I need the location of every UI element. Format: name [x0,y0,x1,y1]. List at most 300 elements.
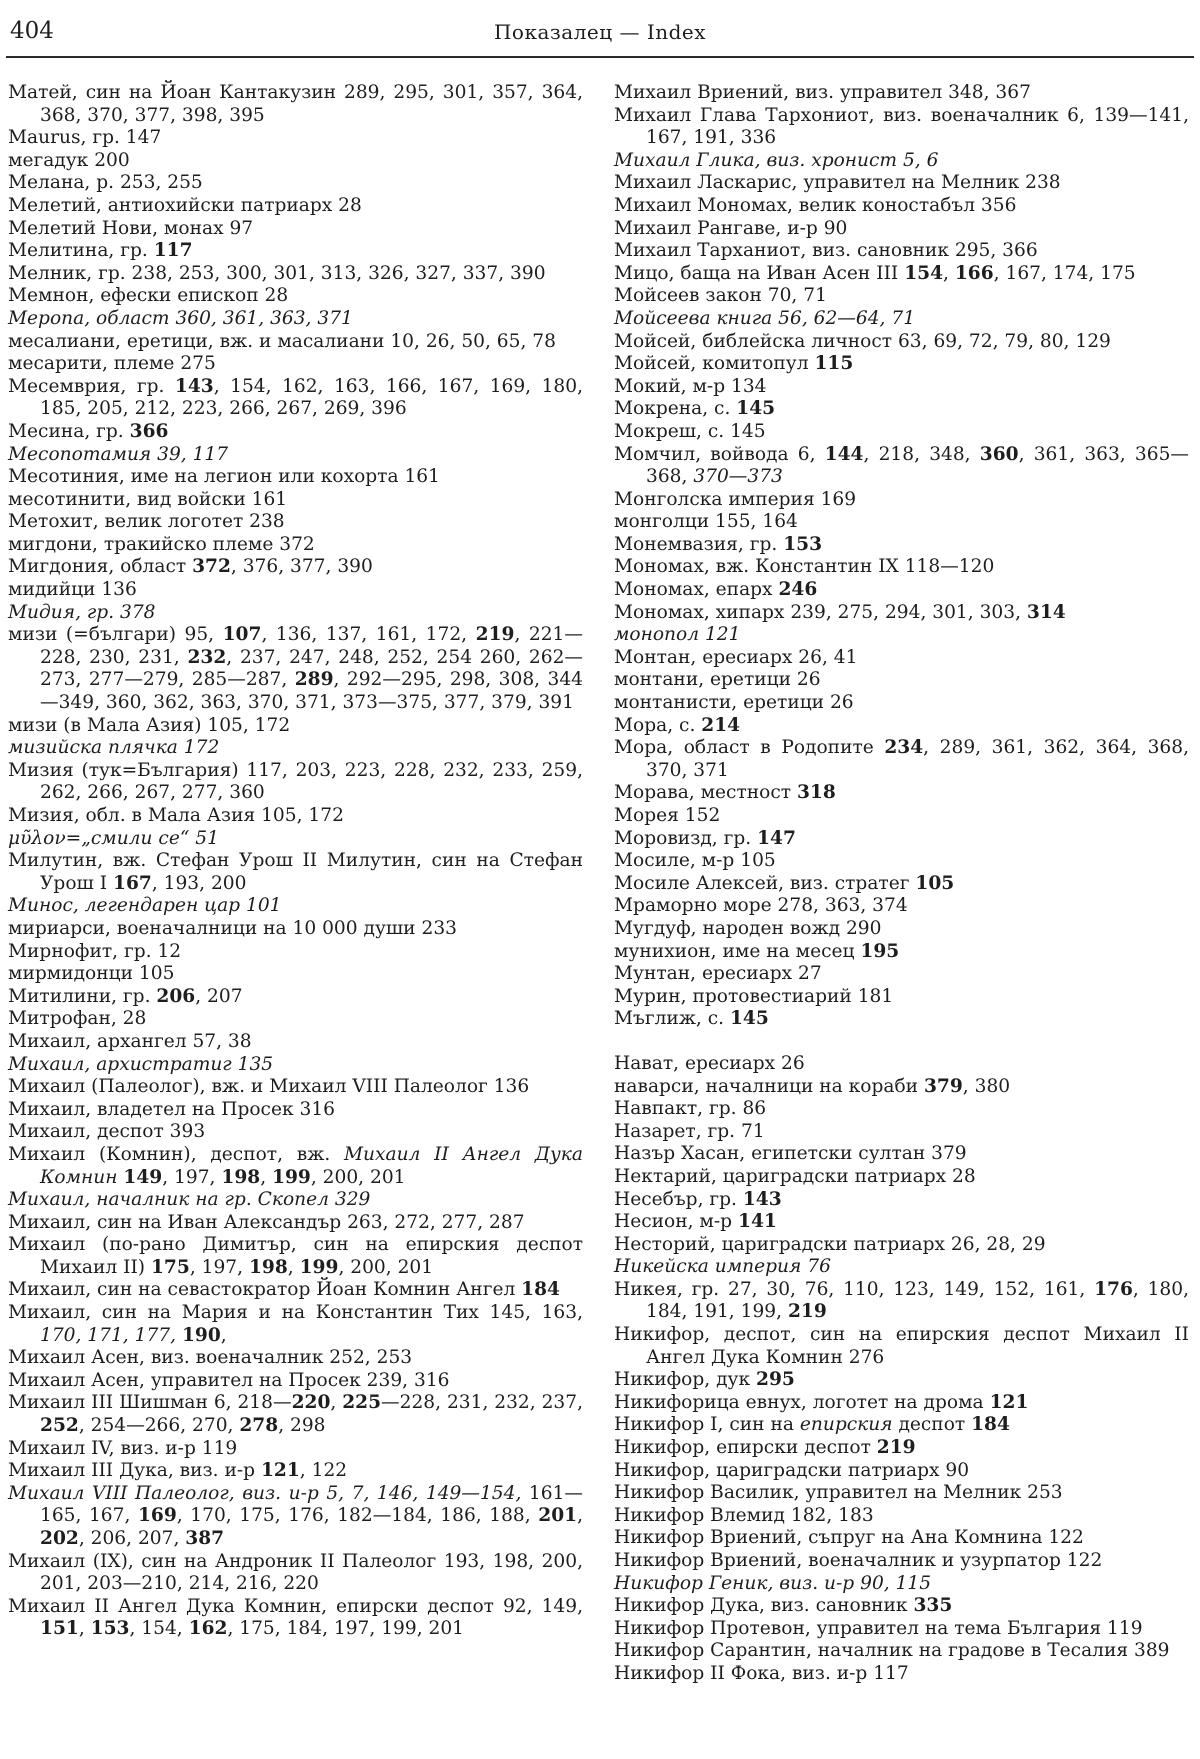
index-entry [8,1483,583,1551]
page-ref-bold: 151 [40,1618,79,1640]
index-column-right [614,82,1189,1686]
entry-text: Метохит, велик логотет 238 [8,511,285,533]
entry-text: Никифор II Фока, виз. и-р 117 [614,1662,909,1684]
entry-text: мизи (=българи) 95, [8,624,223,646]
entry-text-italic: Никейска империя 76 [614,1256,831,1278]
entry-text: Мономах, хипарх 239, 275, 294, 301, 303, [614,601,1027,623]
index-entry [8,353,583,376]
entry-text: Милутин, вж. Стефан Урош II Милутин, син на Стефан Урош I [8,850,583,894]
page-ref-bold: 145 [736,398,776,420]
index-column-left [8,82,583,1641]
index-entry [8,1144,583,1189]
index-entry [614,195,1189,218]
entry-text-italic: Мойсеева книга 56, 62—64, 71 [614,307,916,329]
page-ref-bold: 278 [239,1415,279,1437]
index-entry [614,534,1189,557]
entry-text: Месемврия, гр. [8,375,175,397]
page-ref-bold: 202 [40,1528,79,1549]
index-entry [614,1189,1189,1212]
index-entry [614,172,1189,195]
entry-text: Михаил (по-рано Димитър, син на епирския деспот Михаил II) [8,1234,583,1278]
entry-text: Никифор Протевон, управител на тема България 119 [614,1617,1143,1639]
index-entry [8,715,583,738]
index-entry [614,1053,1189,1076]
page-ref-bold: 295 [756,1369,795,1391]
index-entry [8,1076,583,1099]
entry-text: Мономах, епарх [614,579,779,601]
entry-text: Мосиле Алексей, виз. стратег [614,872,916,894]
entry-text: Мелетий, антиохийски патриарх 28 [8,194,362,216]
index-entry [8,263,583,286]
entry-text: , 292—295, 298, 308, 344—349, 360, 362, 363, 370, 371, 373—375, 377, 379, 391 [40,669,583,714]
index-entry [614,1414,1189,1437]
index-entry [614,1618,1189,1641]
entry-text: , 221—228, 230, 231, [40,624,583,668]
page-ref-bold: 154 [904,262,944,284]
page-ref-bold: 169 [137,1505,177,1527]
entry-text: Мелник, гр. 238, 253, 300, 301, 313, 326, 327, 337, 390 [8,262,546,284]
entry-text: Михаил III Шишман 6, 218— [8,1392,292,1414]
index-entry [8,1121,583,1144]
entry-text: Михаил II Ангел Дука Комнин, епирски деспот 92, 149, [8,1595,583,1617]
entry-text: , 180, 184, 191, 199, [646,1278,1189,1323]
entry-text: Мраморно море 278, 363, 374 [614,895,908,917]
page-ref-bold: 387 [185,1528,225,1549]
index-entry [8,1347,583,1370]
index-entry [8,579,583,602]
index-entry [614,1460,1189,1483]
page-ref-bold: 166 [954,262,994,284]
page-ref-bold: 153 [783,533,823,555]
index-entry [614,782,1189,805]
page-ref-bold: 190 [181,1324,221,1346]
index-entry [614,941,1189,964]
entry-text: Никифор, цариградски патриарх 90 [614,1459,970,1481]
entry-text: Михаил Асен, управител на Просек 239, 316 [8,1369,450,1391]
page-ref-bold: 121 [260,1460,300,1482]
entry-text: Месотиния, име на легион или кохорта 161 [8,466,440,488]
index-entry [8,1438,583,1461]
page-ref-bold: 232 [187,646,227,668]
index-entry [8,82,583,127]
page-ref-bold: 246 [778,579,818,601]
entry-text: месарити, племе 275 [8,353,216,375]
index-entry [614,82,1189,105]
entry-text: , 207 [195,985,243,1007]
index-entry [614,1595,1189,1618]
page-ref-bold: 115 [814,353,854,375]
page-ref-bold: 121 [989,1391,1029,1413]
page-ref-bold: 219 [475,624,515,646]
entry-text: Навпакт, гр. 86 [614,1098,767,1120]
entry-text: , 200, 201 [310,1166,406,1188]
entry-text: Никифор Вриений, съпруг на Ана Комнина 122 [614,1527,1084,1549]
index-entry [614,1482,1189,1505]
entry-text: Мунтан, ересиарх 27 [614,963,822,985]
page-ref-bold: 149 [123,1166,163,1188]
index-entry [614,1573,1189,1596]
entry-text: Михаил Мономах, велик коностабъл 356 [614,194,1017,216]
entry-text: Монемвазия, гр. [614,533,784,555]
index-entry [8,331,583,354]
index-entry [8,1212,583,1235]
entry-text: Никифор I, син на [614,1414,800,1436]
entry-text-italic: Месопотамия 39, 117 [8,443,229,465]
entry-text: Мойсей, библейска личност 63, 69, 72, 79, 80, 129 [614,330,1111,352]
page-ref-bold: 167 [113,872,152,894]
entry-text: Мемнон, ефески епископ 28 [8,285,289,307]
page-ref-bold: 201 [538,1505,578,1527]
entry-text: , 298 [278,1415,326,1437]
entry-text: мунихион, име на месец [614,940,861,962]
index-entry [8,172,583,195]
entry-text: —228, 231, 232, 237, [381,1392,583,1414]
index-entry [614,1211,1189,1234]
index-entry [8,218,583,241]
index-entry [8,421,583,444]
index-entry [614,692,1189,715]
entry-text: Морея 152 [614,805,721,826]
entry-text: , 193, 200 [151,872,247,894]
entry-text-italic: Никифор Геник, виз. и-р 90, 115 [614,1572,932,1594]
entry-text: Митрофан, 28 [8,1008,147,1030]
page-ref-bold: 220 [291,1392,331,1414]
entry-text: Назър Хасан, египетски султан 379 [614,1143,967,1165]
entry-text: Мора, област в Родопите [614,737,885,759]
index-entry [614,715,1189,738]
index-entry [614,895,1189,918]
page-ref-bold: 147 [757,827,796,849]
entry-text: , 197, [189,1256,249,1278]
entry-text-italic: Михаил, началник на гр. Скопел 329 [8,1189,371,1211]
index-entry [8,918,583,941]
entry-text: , [220,1324,227,1346]
index-entry [8,1370,583,1393]
entry-text: Михаил, син на Иван Александър 263, 272, 277, 287 [8,1211,525,1233]
index-entry [614,647,1189,670]
index-entry [614,850,1189,873]
header-rule [6,56,1194,58]
entry-text: Никифор Вриений, военачалник и узурпатор 122 [614,1550,1103,1571]
page-ref-bold: 184 [521,1279,560,1301]
entry-text: Михаил IV, виз. и-р 119 [8,1437,238,1459]
entry-text: монтани, еретици 26 [614,669,821,691]
index-entry [8,556,583,579]
entry-text: Михаил (Комнин), деспот, вж. [8,1143,344,1165]
entry-text: Мокий, м-р 134 [614,375,767,397]
index-entry [8,1008,583,1031]
entry-text: Митилини, гр. [8,985,157,1007]
entry-text: Мизия (тук=България) 117, 203, 223, 228, 232, 233, 259, 262, 266, 267, 277, 360 [8,759,583,804]
page-ref-bold: 360 [979,443,1019,465]
page-header [6,18,1194,54]
index-entry [8,805,583,828]
entry-text: , 175, 184, 197, 199, 201 [227,1618,465,1640]
index-entry [614,444,1189,489]
page-ref-bold: 366 [129,420,169,442]
index-entry [8,466,583,489]
index-entry [8,1031,583,1054]
entry-text: Михаил, син на Мария и на Константин Тих 145, 163, [8,1302,583,1324]
page-number: 404 [10,18,54,44]
index-entry [8,240,583,263]
page-ref-bold: 214 [701,714,741,736]
entry-text: Мугдуф, народен вожд 290 [614,917,882,939]
page-ref-bold: 153 [90,1618,130,1640]
page-ref-bold: 252 [40,1415,79,1437]
index-entry [614,1256,1189,1279]
index-entry [614,805,1189,828]
entry-text: , 197, [162,1166,222,1188]
index-entry [614,1166,1189,1189]
entry-text: Мигдония, област [8,556,193,578]
entry-text: Монтан, ересиарх 26, 41 [614,646,858,668]
index-entry [614,1279,1189,1324]
entry-text: Михаил, владетел на Просек 316 [8,1098,335,1120]
index-entry [614,421,1189,444]
index-entry [614,828,1189,851]
index-entry [8,150,583,173]
entry-text: , 361, 363, 365—368, [646,443,1189,488]
entry-text: Несторий, цариградски патриарх 26, 28, 29 [614,1233,1046,1255]
page-ref-bold: 143 [174,375,214,397]
index-entry [8,941,583,964]
index-entry [614,1143,1189,1166]
entry-text: Maurus, гр. 147 [8,127,162,149]
index-entry [614,963,1189,986]
page-ref-bold: 117 [153,240,193,262]
page-ref-bold: 107 [222,624,262,646]
index-entry [8,737,583,760]
index-entry [614,602,1189,625]
entry-text: , 254—266, 270, [78,1415,240,1437]
entry-text: Михаил, архангел 57, 38 [8,1030,252,1052]
index-entry [614,669,1189,692]
entry-text: Мелана, р. 253, 255 [8,172,203,194]
index-entry [614,1076,1189,1099]
entry-text: Морава, местност [614,782,797,804]
index-entry [8,534,583,557]
index-entry [614,1437,1189,1460]
entry-text: мизи (в Мала Азия) 105, 172 [8,714,291,736]
entry-text: Мелетий Нови, монах 97 [8,217,254,239]
page-ref-bold: 199 [272,1166,311,1188]
entry-text: Михаил (Палеолог), вж. и Михаил VIII Палеолог 136 [8,1076,530,1098]
index-entry [614,398,1189,421]
entry-text: , 237, 247, 248, 252, 254 260, 262—273, 277—279, 285—287, [40,646,584,691]
page-ref-bold: 219 [787,1301,827,1323]
entry-text: Михаил III Дука, виз. и-р [8,1460,261,1482]
index-entry [8,1460,583,1483]
entry-text-italic: Минос, легендарен цар 101 [8,895,282,917]
entry-text: Мора, с. [614,714,702,736]
entry-text: , 380 [962,1075,1011,1097]
entry-text: Назарет, гр. 71 [614,1120,765,1142]
index-entry [8,1596,583,1641]
entry-text: , 167, 174, 175 [993,262,1136,284]
entry-text: Михаил Ласкарис, управител на Мелник 238 [614,172,1061,194]
entry-text: , [330,1392,343,1414]
index-entry [8,308,583,331]
index-entry [614,1234,1189,1257]
entry-text-italic: Михаил VIII Палеолог, виз. и-р 5, 7, 146, 149—154, [8,1482,522,1504]
entry-text: Михаил Вриений, виз. управител 348, 367 [614,82,1031,103]
entry-text: Мирнофит, гр. 12 [8,940,182,962]
page-ref-bold: 234 [884,737,924,759]
entry-text: Михаил, син на севастократор Йоан Комнин Ангел [8,1279,522,1301]
index-entry [614,737,1189,782]
entry-text-italic: Михаил, архистратиг 135 [8,1053,274,1075]
entry-text: мидийци 136 [8,579,137,601]
entry-text: мегадук 200 [8,149,130,171]
entry-text: деспот [892,1414,972,1436]
entry-text: Мономах, вж. Константин IX 118—120 [614,556,995,578]
entry-text: мириарси, военачалници на 10 000 души 233 [8,917,457,939]
entry-text: Мокрена, с. [614,398,737,420]
page-ref-bold: 225 [342,1392,382,1414]
index-entry [614,873,1189,896]
index-entry [614,105,1189,150]
entry-text: , 376, 377, 390 [230,556,373,578]
index-entry [614,218,1189,241]
page-ref-bold: 105 [915,872,955,894]
entry-text: Нават, ересиарх 26 [614,1052,805,1074]
page-ref-bold: 335 [913,1595,953,1617]
index-entry [614,1505,1189,1528]
entry-text: , 154, 162, 163, 166, 167, 169, 180, 185, 205, 212, 223, 266, 267, 269, 396 [40,375,583,420]
index-entry [614,240,1189,263]
entry-text: мирмидонци 105 [8,963,175,985]
running-title: Показалец — Index [493,20,707,44]
entry-text-italic: Михаил Глика, виз. хронист 5, 6 [614,149,939,171]
index-entry [8,1054,583,1077]
entry-text-italic: монопол 121 [614,624,741,646]
index-entry [8,285,583,308]
entry-text: наварси, началници на кораби [614,1075,924,1097]
index-entry [8,1551,583,1596]
entry-text: Матей, син на Йоан Кантакузин 289, 295, 301, 357, 364, 368, 370, 377, 398, 395 [8,82,583,126]
entry-text: Никифор, дук [614,1369,757,1391]
page-ref-bold: 143 [742,1188,782,1210]
index-entry [8,444,583,467]
entry-text-italic: мизийска плячка 172 [8,737,220,759]
index-entry [8,489,583,512]
entry-text: месотинити, вид войски 161 [8,488,288,510]
entry-text: , [78,1618,91,1640]
entry-text: Мицо, баща на Иван Асен III [614,262,905,284]
entry-text: 161—165, 167, [40,1482,583,1527]
entry-text: Никифорица евнух, логотет на дрома [614,1391,990,1413]
entry-text-italic: Меропа, област 360, 361, 363, 371 [8,307,353,329]
entry-text: , 206, 207, [78,1528,186,1549]
page-ref-bold: 162 [188,1618,228,1640]
entry-text: Михаил Асен, виз. военачалник 252, 253 [8,1347,413,1369]
index-entry [8,895,583,918]
page-ref-bold: 318 [796,782,836,804]
index-entry [8,376,583,421]
index-entry [614,1640,1189,1663]
page-ref-bold: 206 [156,985,196,1007]
entry-text: Мизия, обл. в Мала Азия 105, 172 [8,805,344,826]
entry-text: Несион, м-р [614,1211,738,1233]
index-entry [8,850,583,895]
index-entry [614,489,1189,512]
entry-text: , [943,262,955,284]
entry-text: мигдони, тракийско племе 372 [8,533,315,555]
entry-text: Мелитина, гр. [8,240,154,262]
entry-text: Никифор Сарантин, началник на градове в Тесалия 389 [614,1640,1170,1662]
page-ref-bold: 144 [824,443,864,465]
page-ref-bold: 141 [738,1211,777,1233]
index-entry [614,1324,1189,1369]
index-entry [8,511,583,534]
index-entry [8,1234,583,1279]
page-ref-bold: 199 [299,1256,339,1278]
entry-text: монголци 155, 164 [614,511,798,533]
index-entry [614,556,1189,579]
index-entry [614,579,1189,602]
index-entry [614,308,1189,331]
entry-text: , 136, 137, 161, 172, [261,624,476,646]
entry-text: Мойсеев закон 70, 71 [614,285,827,307]
page-ref-bold: 175 [150,1256,190,1278]
page-ref-bold: 372 [192,556,231,578]
entry-text-italic: епирския [799,1414,893,1436]
entry-text: Несебър, гр. [614,1188,743,1210]
index-entry [8,1189,583,1212]
entry-text: Михаил (IX), син на Андроник II Палеолог 193, 198, 200, 201, 203—210, 214, 216, 220 [8,1550,583,1595]
index-entry [614,353,1189,376]
entry-text: , 122 [299,1460,348,1482]
entry-text: Никифор, епирски деспот [614,1437,877,1459]
index-entry [8,1302,583,1347]
entry-text: , [577,1505,583,1527]
entry-text: Никифор Влемид 182, 183 [614,1504,874,1526]
index-entry [614,1121,1189,1144]
entry-text-italic: μῦλον=„смили се“ 51 [8,827,219,849]
index-entry [614,1663,1189,1686]
entry-text-italic: Михаил II Ангел Дука Комнин [40,1143,583,1188]
entry-text: , [287,1256,300,1278]
entry-text: Нектарий, цариградски патриарх 28 [614,1165,976,1187]
index-entry [614,331,1189,354]
entry-text-italic: Мидия, гр. 378 [8,601,156,623]
entry-text: Михаил Рангаве, и-р 90 [614,217,848,239]
entry-text: Мурин, протовестиарий 181 [614,985,894,1007]
entry-text: Момчил, войвода 6, [614,443,825,465]
entry-text: Мокреш, с. 145 [614,420,766,442]
index-entry [614,1392,1189,1415]
entry-text: Никифор Дука, виз. сановник [614,1595,914,1617]
entry-text: , 289, 361, 362, 364, 368, 370, 371 [646,737,1189,781]
entry-text: , 170, 175, 176, 182—184, 186, 188, [176,1505,539,1527]
entry-text: , 218, 348, [863,443,980,465]
index-entry [614,1550,1189,1573]
index-entry [614,1369,1189,1392]
index-entry [614,1098,1189,1121]
index-entry [8,1392,583,1437]
page-ref-bold: 184 [971,1414,1010,1436]
page-ref-bold: 198 [221,1166,261,1188]
index-entry [614,624,1189,647]
index-entry [614,285,1189,308]
page-ref-bold: 314 [1026,601,1066,623]
entry-text: месалиани, еретици, вж. и масалиани 10, 26, 50, 65, 78 [8,330,556,352]
index-entry [614,263,1189,286]
index-entry [614,1008,1189,1031]
entry-text: Моровизд, гр. [614,827,758,849]
index-entry [8,195,583,218]
